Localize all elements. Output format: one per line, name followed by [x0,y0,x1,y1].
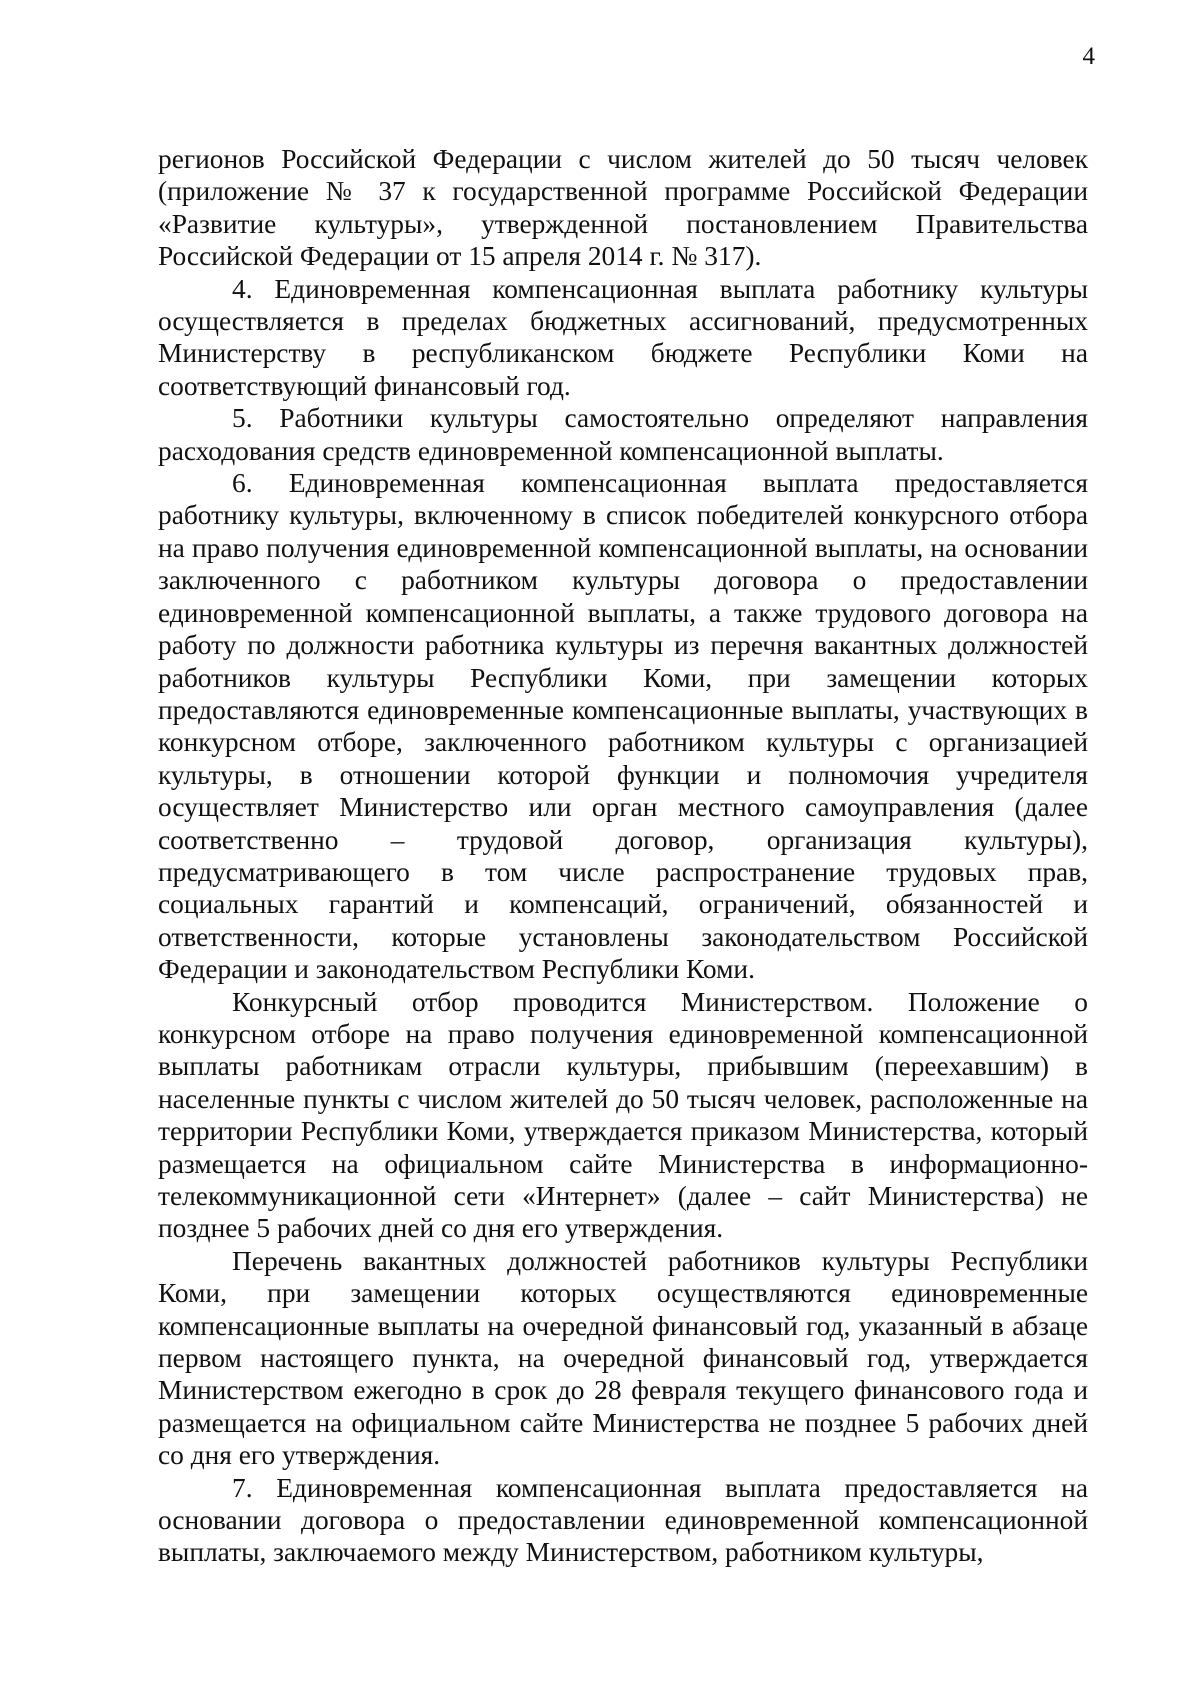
paragraph-item-7: 7. Единовременная компенсационная выплата предоставляется на основании договора о предоставлении единовременной компенсационной выплаты, заключаемого между Министерством, работником культуры, [158,1472,1088,1568]
paragraph-competitive-selection: Конкурсный отбор проводится Министерством. Положение о конкурсном отборе на право получения единовременной компенсационной выплаты работникам отрасли культуры, прибывшим (переехавшим) в населенные пункты с числом жителей до 50 тысяч человек, расположенные на территории Республики Коми, утверждается приказом Министерства, который размещается на официальном сайте Министерства в информационно-телекоммуникационной сети «Интернет» (далее – сайт Министерства) не позднее 5 рабочих дней со дня его утверждения. [158,986,1088,1244]
paragraph-item-5: 5. Работники культуры самостоятельно определяют направления расходования средств единовременной компенсационной выплаты. [158,403,1088,466]
paragraph-continuation: регионов Российской Федерации с числом жителей до 50 тысяч человек (приложение № 37 к государственной программе Российской Федерации «Развитие культуры», утвержденной постановлением Правительства Российской Федерации от 15 апреля 2014 г. № 317). [158,144,1088,272]
paragraph-item-4: 4. Единовременная компенсационная выплата работнику культуры осуществляется в пределах бюджетных ассигнований, предусмотренных Министерству в республиканском бюджете Республики Коми на соответствующий финансовый год. [158,273,1088,401]
document-body [158,143,1088,1569]
paragraph-item-6: 6. Единовременная компенсационная выплата предоставляется работнику культуры, включенному в список победителей конкурсного отбора на право получения единовременной компенсационной выплаты, на основании заключенного с работником культуры договора о предоставлении единовременной компенсационной выплаты, а также трудового договора на работу по должности работника культуры из перечня вакантных должностей работников культуры Республики Коми, при замещении которых предоставляются единовременные компенсационные выплаты, участвующих в конкурсном отборе, заключенного работником культуры с организацией культуры, в отношении которой функции и полномочия учредителя осуществляет Министерство или орган местного самоуправления (далее соответственно – трудовой договор, организация культуры), предусматривающего в том числе распространение трудовых прав, социальных гарантий и компенсаций, ограничений, обязанностей и ответственности, которые установлены законодательством Российской Федерации и законодательством Республики Коми. [158,468,1088,985]
page-number: 4 [1082,43,1095,70]
paragraph-vacancy-list: Перечень вакантных должностей работников культуры Республики Коми, при замещении которых осуществляются единовременные компенсационные выплаты на очередной финансовый год, указанный в абзаце первом настоящего пункта, на очередной финансовый год, утверждается Министерством ежегодно в срок до 28 февраля текущего финансового года и размещается на официальном сайте Министерства не позднее 5 рабочих дней со дня его утверждения. [158,1245,1088,1471]
